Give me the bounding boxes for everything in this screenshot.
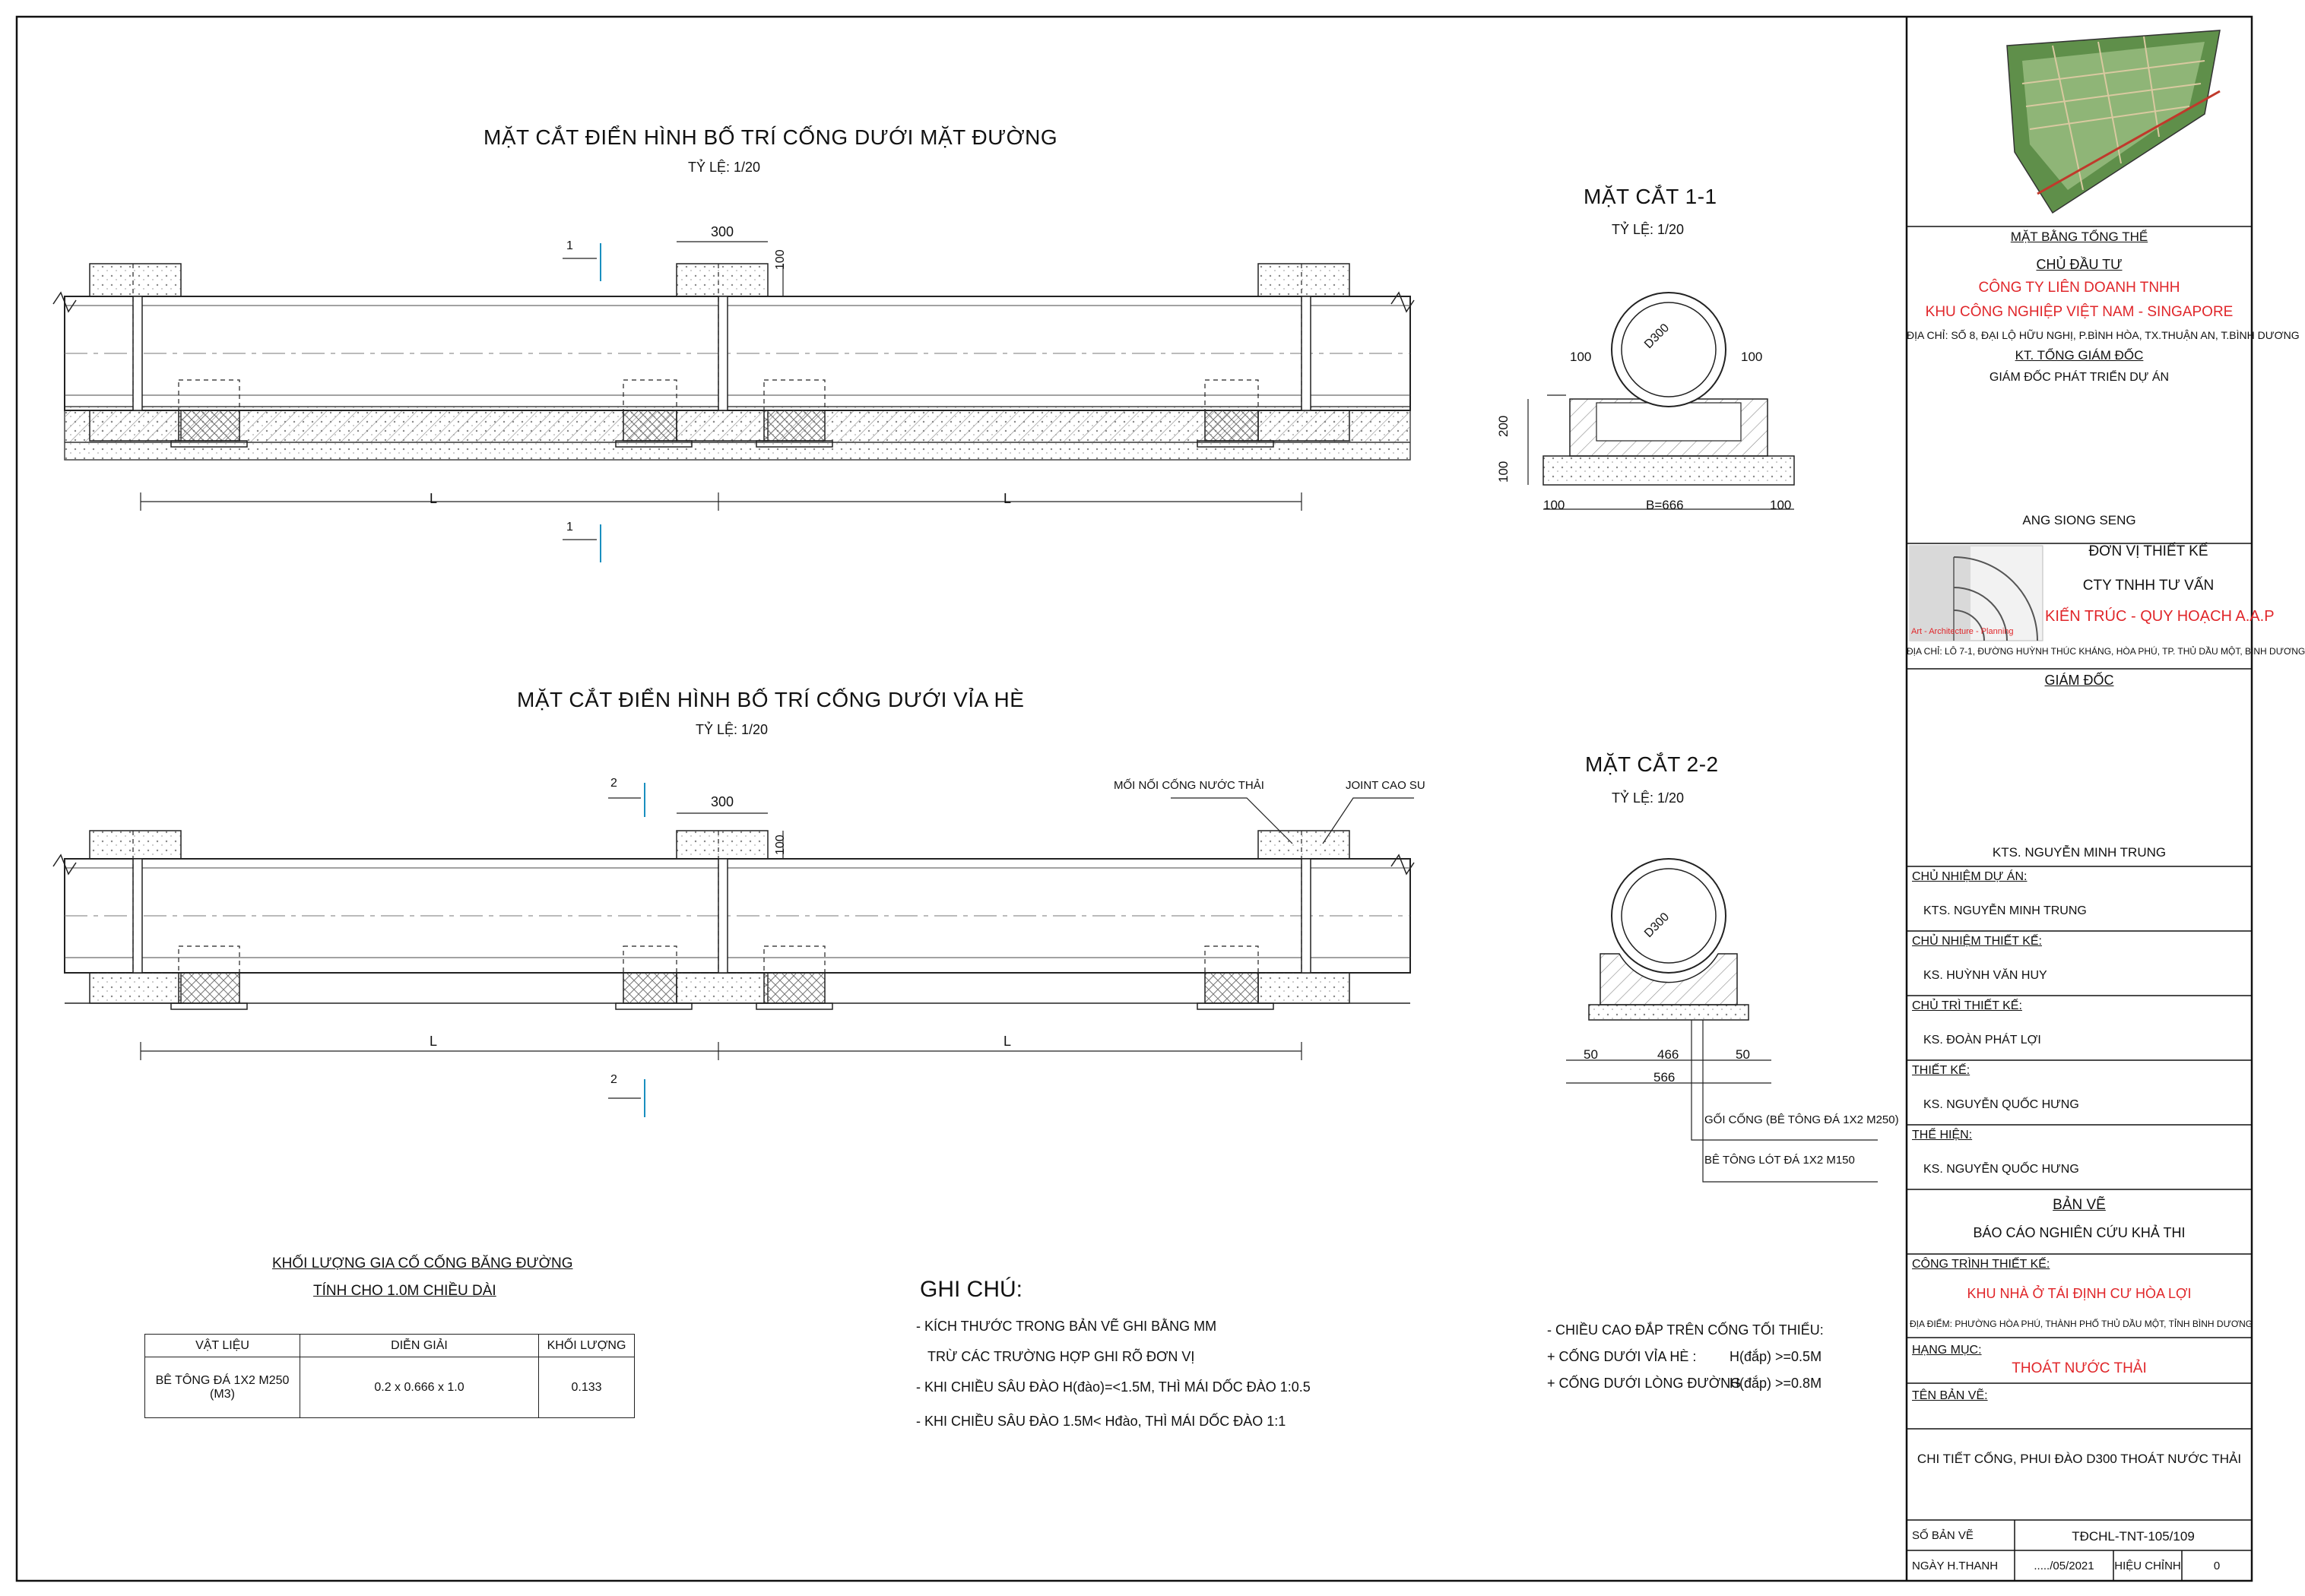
sidewalk-cut-label-bottom: 2 (610, 1073, 617, 1086)
tb-drawing-stage: BÁO CÁO NGHIÊN CỨU KHẢ THI (1973, 1225, 2186, 1240)
section-1-1-dim-bottom-right: 100 (1770, 498, 1792, 512)
sidewalk-joint-1 (90, 831, 181, 1003)
section-2-2-dim-50-right: 50 (1736, 1047, 1750, 1062)
section-2-2-title: MẶT CẮT 2-2 (1585, 752, 1719, 776)
section-2-2-note-lean: BÊ TÔNG LÓT ĐÁ 1X2 M150 (1704, 1154, 1855, 1167)
notes-line-3: - KHI CHIỀU SÂU ĐÀO H(đào)=<1.5M, THÌ MÁI DỐC ĐÀO 1:0.5 (916, 1379, 1311, 1395)
sidewalk-cut-label-top: 2 (610, 777, 617, 790)
tb-designer-label: ĐƠN VỊ THIẾT KẾ (2088, 543, 2208, 559)
tb-designer-1: CTY TNHH TƯ VẤN (2082, 578, 2215, 594)
road-section-scale: TỶ LỆ: 1/20 (688, 160, 761, 175)
road-section-title: MẶT CẮT ĐIỂN HÌNH BỐ TRÍ CỐNG DƯỚI MẶT ĐƯỜNG (484, 125, 1058, 149)
tb-design-name: KS. NGUYỄN QUỐC HƯNG (1923, 1098, 2079, 1111)
tb-drawing-label: BẢN VẼ (2053, 1197, 2106, 1213)
sidewalk-dim-300: 300 (711, 794, 734, 809)
tb-no-label: SỐ BẢN VẼ (1912, 1529, 1974, 1542)
tb-no-value: TĐCHL-TNT-105/109 (2072, 1529, 2195, 1544)
quantity-cell-desc: 0.2 x 0.666 x 1.0 (300, 1357, 539, 1418)
notes-cover-title: - CHIỀU CAO ĐẮP TRÊN CỐNG TỐI THIỂU: (1547, 1322, 1824, 1338)
road-dim-L-2: L (1003, 491, 1012, 506)
road-dim-100: 100 (774, 249, 787, 270)
section-2-2-dim-50-left: 50 (1584, 1047, 1598, 1062)
tb-pm-label: CHỦ NHIỆM DỰ ÁN: (1912, 870, 2028, 883)
section-2-2-pipe-label: D300 (1642, 910, 1672, 941)
section-1-1-dim-100-right: 100 (1741, 350, 1763, 364)
sidewalk-section-title: MẶT CẮT ĐIỂN HÌNH BỐ TRÍ CỐNG DƯỚI VỈA HÈ (517, 688, 1025, 711)
road-joint-1 (90, 264, 181, 441)
section-2-2-dim-466: 466 (1657, 1047, 1679, 1062)
notes-line-1: - KÍCH THƯỚC TRONG BẢN VẼ GHI BẰNG MM (916, 1319, 1217, 1334)
tb-date-value: ...../05/2021 (2034, 1560, 2094, 1572)
tb-design-label: THIẾT KẾ: (1912, 1064, 1971, 1077)
quantity-title-2: TÍNH CHO 1.0M CHIỀU DÀI (313, 1283, 496, 1299)
callout-rubber-label: JOINT CAO SU (1346, 779, 1425, 792)
sidewalk-dim-100: 100 (774, 834, 787, 855)
tb-date-label: NGÀY H.THANH (1912, 1560, 1999, 1572)
road-section-drawing (53, 242, 1414, 562)
notes-line-2: TRỪ CÁC TRƯỜNG HỢP GHI RÕ ĐƠN VỊ (927, 1349, 1195, 1364)
sidewalk-support-plates (171, 1003, 1273, 1009)
section-1-1-pipe-label: D300 (1642, 321, 1672, 352)
tb-dl-label: CHỦ TRÌ THIẾT KẾ: (1912, 999, 2022, 1012)
section-1-1-dim-B: B=666 (1646, 498, 1684, 512)
sidewalk-joint-2 (677, 831, 768, 1003)
tb-item-name: THOÁT NƯỚC THẢI (2012, 1360, 2147, 1376)
notes-line-4: - KHI CHIỀU SÂU ĐÀO 1.5M< Hđào, THÌ MÁI DỐC ĐÀO 1:1 (916, 1414, 1286, 1429)
quantity-header-material: VẬT LIỆU (145, 1335, 300, 1357)
tb-pm-name: KTS. NGUYỄN MINH TRUNG (1923, 904, 2087, 917)
tb-item-label: HẠNG MỤC: (1912, 1344, 1982, 1357)
tb-project-name: KHU NHÀ Ở TÁI ĐỊNH CƯ HÒA LỢI (1967, 1286, 2192, 1301)
quantity-header-desc: DIỄN GIẢI (300, 1335, 539, 1357)
road-cut-label-top: 1 (566, 239, 573, 252)
tb-draw-name: KS. NGUYỄN QUỐC HƯNG (1923, 1163, 2079, 1176)
section-1-1-dim-bottom-left: 100 (1543, 498, 1565, 512)
title-block-grid (1907, 226, 2305, 1581)
tb-designer-address: ĐỊA CHỈ: LÔ 7-1, ĐƯỜNG HUỲNH THÚC KHÁNG, HÒA PHÚ, TP. THỦ DẦU MỘT, BÌNH DƯƠNG (1907, 646, 2305, 657)
quantity-header-qty: KHỐI LƯỢNG (539, 1335, 635, 1357)
tb-site-plan: MẶT BẰNG TỔNG THỂ (2010, 230, 2148, 244)
tb-rev-label: HIỆU CHỈNH (2114, 1560, 2181, 1572)
sidewalk-section-drawing (53, 783, 1414, 1117)
section-1-1-dim-100-left: 100 (1570, 350, 1592, 364)
tb-rev-value: 0 (2213, 1560, 2221, 1572)
sidewalk-joint-3 (1258, 831, 1349, 1003)
quantity-table (144, 1334, 635, 1418)
quantity-cell-qty: 0.133 (539, 1357, 635, 1418)
tb-dm-name: KS. HUỲNH VĂN HUY (1923, 969, 2047, 982)
tb-draw-label: THỂ HIỆN: (1912, 1129, 1973, 1142)
section-1-1-dim-200: 200 (1496, 415, 1511, 437)
tb-logo-text: Art - Architecture - Planning (1911, 627, 2014, 636)
sidewalk-dim-L-1: L (430, 1034, 438, 1049)
section-2-2-drawing (1566, 859, 1878, 1182)
road-dim-300: 300 (711, 224, 734, 239)
section-2-2-scale: TỶ LỆ: 1/20 (1612, 790, 1685, 806)
notes-cover-1-label: + CỐNG DƯỚI VỈA HÈ : (1547, 1349, 1697, 1364)
notes-cover-2-label: + CỐNG DƯỚI LÒNG ĐƯỜNG : (1547, 1376, 1749, 1391)
tb-dm-label: CHỦ NHIỆM THIẾT KẾ: (1912, 935, 2042, 948)
sidewalk-section-scale: TỶ LỆ: 1/20 (696, 722, 769, 737)
tb-gd-title: GIÁM ĐỐC PHÁT TRIỂN DỰ ÁN (1989, 371, 2170, 384)
tb-dl-name: KS. ĐOÀN PHÁT LỢI (1923, 1034, 2041, 1047)
tb-gd-label: KT. TỔNG GIÁM ĐỐC (2015, 348, 2144, 363)
tb-investor-2: KHU CÔNG NGHIỆP VIỆT NAM - SINGAPORE (1925, 304, 2234, 320)
road-joint-3 (1258, 264, 1349, 441)
quantity-title-1: KHỐI LƯỢNG GIA CỐ CỐNG BĂNG ĐƯỜNG (272, 1256, 573, 1271)
callout-joint-label: MỐI NỐI CỐNG NƯỚC THẢI (1114, 779, 1264, 792)
tb-investor-label: CHỦ ĐẦU TƯ (2036, 257, 2123, 272)
tb-director-label: GIÁM ĐỐC (2044, 673, 2114, 688)
section-1-1-scale: TỶ LỆ: 1/20 (1612, 222, 1685, 237)
section-2-2-dim-566: 566 (1653, 1070, 1676, 1085)
tb-investor-1: CÔNG TY LIÊN DOANH TNHH (1978, 280, 2180, 296)
section-2-2-note-support: GỐI CỐNG (BÊ TÔNG ĐÁ 1X2 M250) (1704, 1113, 1899, 1126)
section-1-1-dim-100-base: 100 (1496, 461, 1511, 483)
notes-cover-2-value: H(đắp) >=0.8M (1730, 1376, 1822, 1391)
tb-designer-2: KIẾN TRÚC - QUY HOẠCH A.A.P (2045, 608, 2275, 625)
tb-director-name: KTS. NGUYỄN MINH TRUNG (1992, 845, 2167, 860)
tb-investor-address: ĐỊA CHỈ: SỐ 8, ĐẠI LỘ HỮU NGHỊ, P.BÌNH HÒA, TX.THUẬN AN, T.BÌNH DƯƠNG (1907, 329, 2300, 341)
road-cut-label-bottom: 1 (566, 521, 573, 534)
tb-sheet-name: CHI TIẾT CỐNG, PHUI ĐÀO D300 THOÁT NƯỚC THẢI (1917, 1452, 2242, 1466)
tb-sheet-label: TÊN BẢN VẼ: (1912, 1389, 1988, 1402)
site-plan-thumbnail (2007, 30, 2220, 213)
road-dim-L-1: L (430, 491, 438, 506)
quantity-cell-material: BÊ TÔNG ĐÁ 1X2 M250 (M3) (145, 1357, 300, 1418)
tb-project-label: CÔNG TRÌNH THIẾT KẾ: (1912, 1258, 2050, 1271)
section-1-1-title: MẶT CẮT 1-1 (1584, 185, 1717, 208)
notes-heading: GHI CHÚ: (920, 1277, 1023, 1302)
road-joint-2 (677, 264, 768, 441)
notes-cover-1-value: H(đắp) >=0.5M (1730, 1349, 1822, 1364)
tb-project-location: ĐỊA ĐIỂM: PHƯỜNG HÒA PHÚ, THÀNH PHỐ THỦ DẦU MỘT, TỈNH BÌNH DƯƠNG (1910, 1319, 2253, 1329)
sidewalk-dim-L-2: L (1003, 1034, 1012, 1049)
tb-gd-name: ANG SIONG SENG (2022, 513, 2136, 527)
section-1-1-pipe (1612, 293, 1726, 407)
